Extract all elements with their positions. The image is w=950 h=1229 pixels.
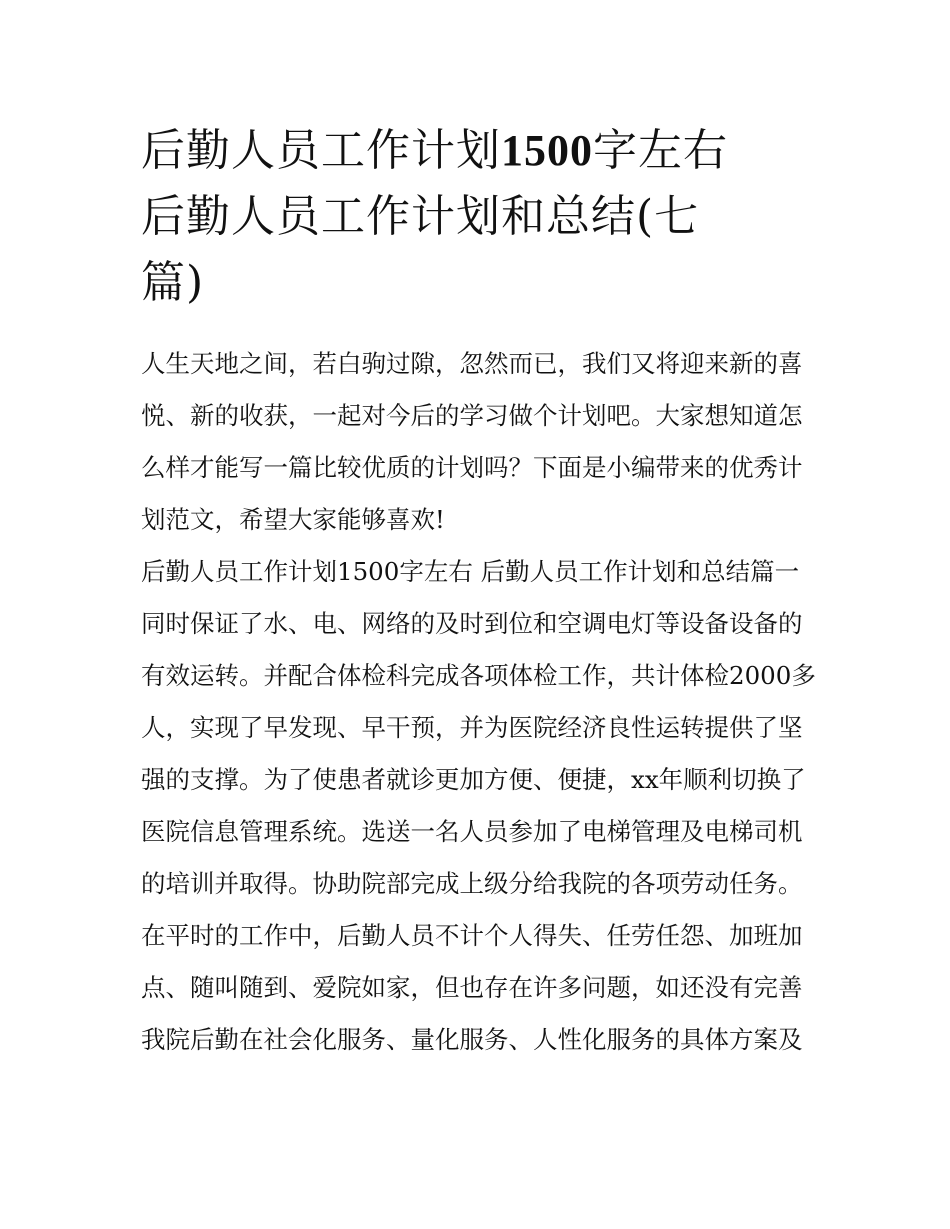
paragraph-intro: 人生天地之间，若白驹过隙，忽然而已，我们又将迎来新的喜悦、新的收获，一起对今后的学习做个计划吧。大家想知道怎么样才能写一篇比较优质的计划吗？下面是小编带来的优秀计划范文，希望大家能够喜欢! [141, 349, 803, 534]
paragraph-problems: 在平时的工作中，后勤人员不计个人得失、任劳任怨、加班加点、随叫随到、爱院如家，但也存在许多问题，如还没有完善我院后勤在社会化服务、量化服务、人性化服务的具体方案及 [141, 921, 803, 1054]
title-number: 1500 [501, 126, 593, 175]
title-text: 后勤人员工作计划 [141, 125, 501, 176]
document-page [141, 118, 816, 1066]
title-line-2: 后勤人员工作计划和总结(七 [141, 191, 700, 242]
paragraph-section-heading: 后勤人员工作计划1500字左右 后勤人员工作计划和总结篇一 [141, 557, 800, 586]
document-body [141, 338, 816, 1066]
paragraph-work-summary: 同时保证了水、电、网络的及时到位和空调电灯等设备设备的有效运转。并配合体检科完成各项体检工作，共计体检2000多人，实现了早发现、早干预，并为医院经济良性运转提供了坚强的支撑。为了使患者就诊更加方便、便捷，xx年顺利切换了医院信息管理系统。选送一名人员参加了电梯管理及电梯司机的培训并取得。协助院部完成上级分给我院的各项劳动任务。 [141, 609, 816, 898]
document-title [141, 118, 816, 316]
title-text: 字左右 [593, 125, 728, 176]
title-line-1 [141, 125, 728, 176]
title-line-3: 篇) [141, 257, 205, 308]
